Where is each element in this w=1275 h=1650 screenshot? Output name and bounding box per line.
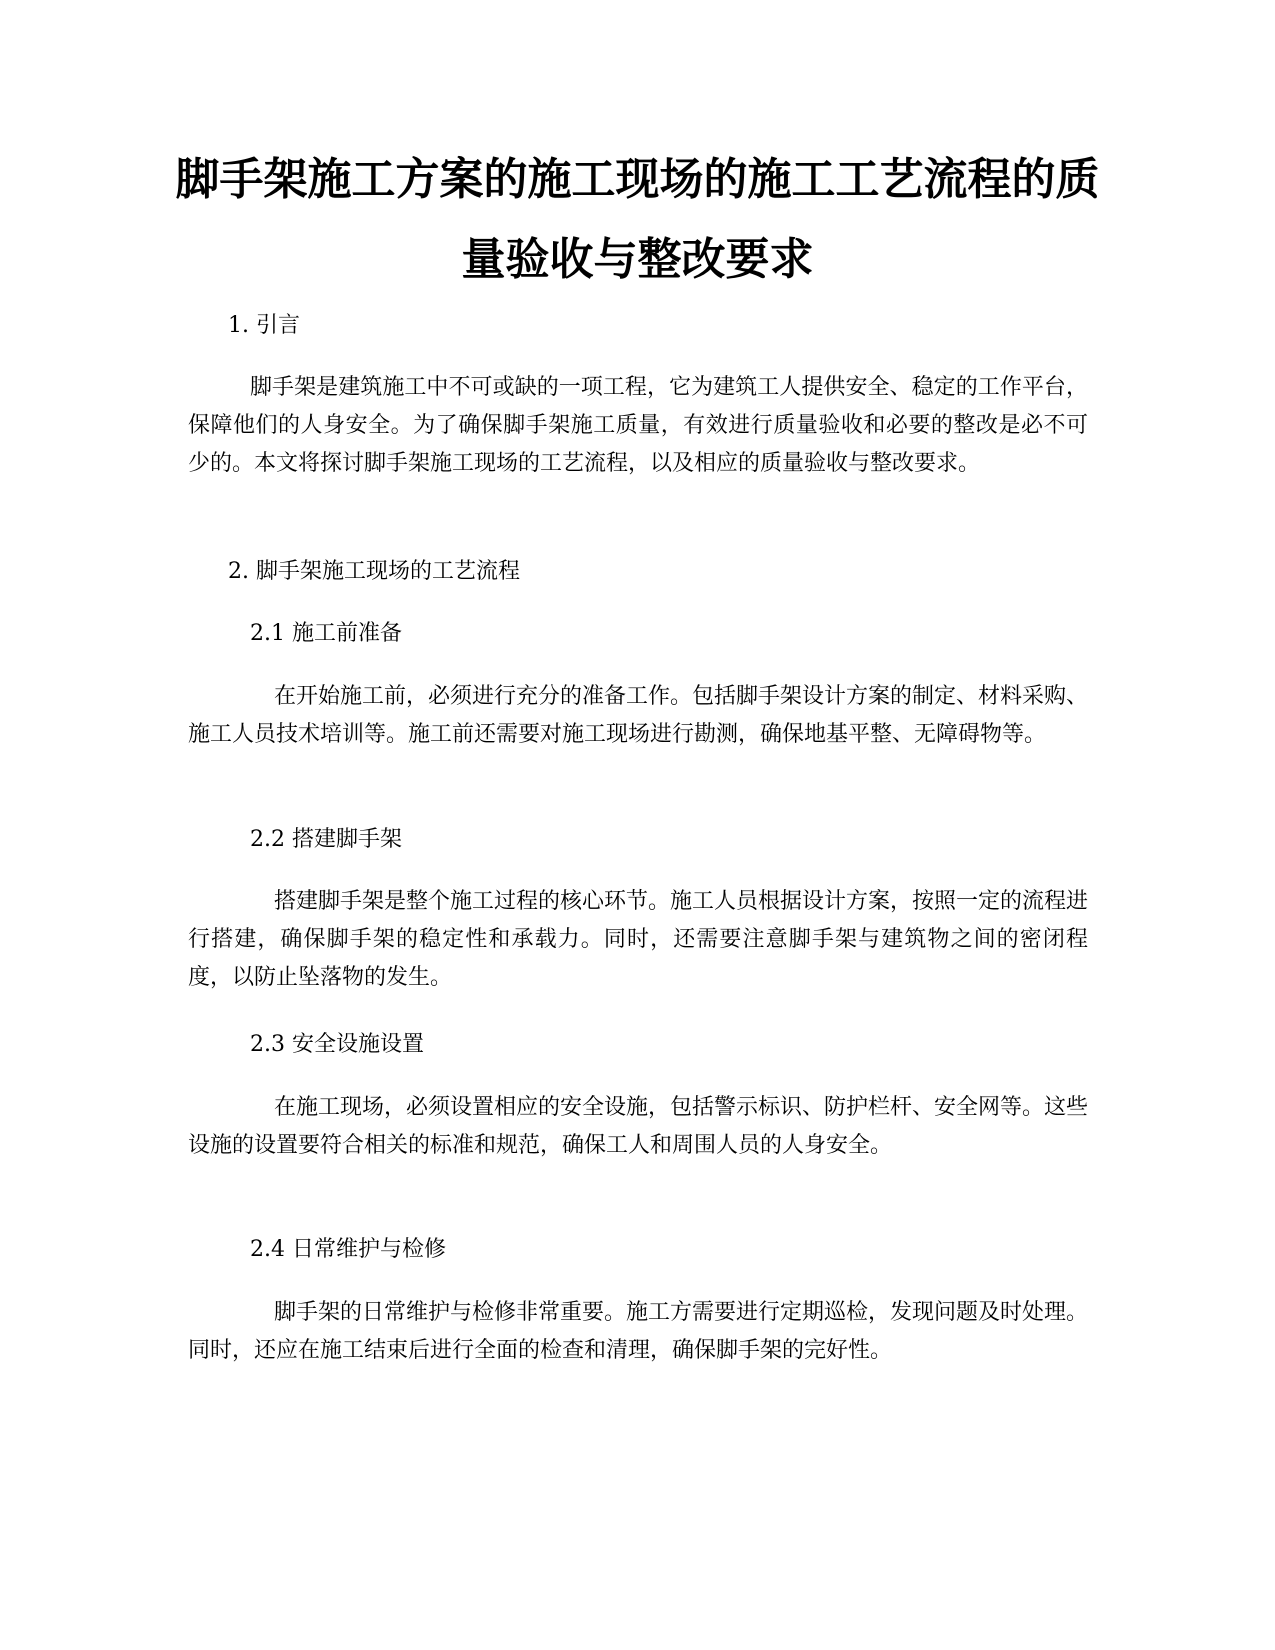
subsection-heading-safety-facilities: 2.3 安全设施设置 (250, 1032, 424, 1057)
section-heading-introduction: 1. 引言 (228, 313, 300, 338)
paragraph-preparation: 在开始施工前，必须进行充分的准备工作。包括脚手架设计方案的制定、材料采购、施工人员技术培训等。施工前还需要对施工现场进行勘测，确保地基平整、无障碍物等。 (188, 684, 1089, 747)
paragraph-maintenance: 脚手架的日常维护与检修非常重要。施工方需要进行定期巡检，发现问题及时处理。同时，还应在施工结束后进行全面的检查和清理，确保脚手架的完好性。 (188, 1300, 1089, 1363)
paragraph-introduction: 脚手架是建筑施工中不可或缺的一项工程，它为建筑工人提供安全、稳定的工作平台，保障他们的人身安全。为了确保脚手架施工质量，有效进行质量验收和必要的整改是必不可少的。本文将探讨脚手架施工现场的工艺流程，以及相应的质量验收与整改要求。 (188, 375, 1088, 476)
document-title: 脚手架施工方案的施工现场的施工工艺流程的质量验收与整改要求 (175, 154, 1100, 285)
section-heading-process: 2. 脚手架施工现场的工艺流程 (228, 559, 520, 584)
subsection-heading-erection: 2.2 搭建脚手架 (250, 827, 402, 852)
paragraph-safety-facilities: 在施工现场，必须设置相应的安全设施，包括警示标识、防护栏杆、安全网等。这些设施的设置要符合相关的标准和规范，确保工人和周围人员的人身安全。 (188, 1095, 1089, 1158)
subsection-heading-maintenance: 2.4 日常维护与检修 (250, 1237, 446, 1262)
subsection-heading-preparation: 2.1 施工前准备 (250, 621, 402, 646)
paragraph-erection: 搭建脚手架是整个施工过程的核心环节。施工人员根据设计方案，按照一定的流程进行搭建，确保脚手架的稳定性和承载力。同时，还需要注意脚手架与建筑物之间的密闭程度，以防止坠落物的发生。 (188, 889, 1089, 990)
